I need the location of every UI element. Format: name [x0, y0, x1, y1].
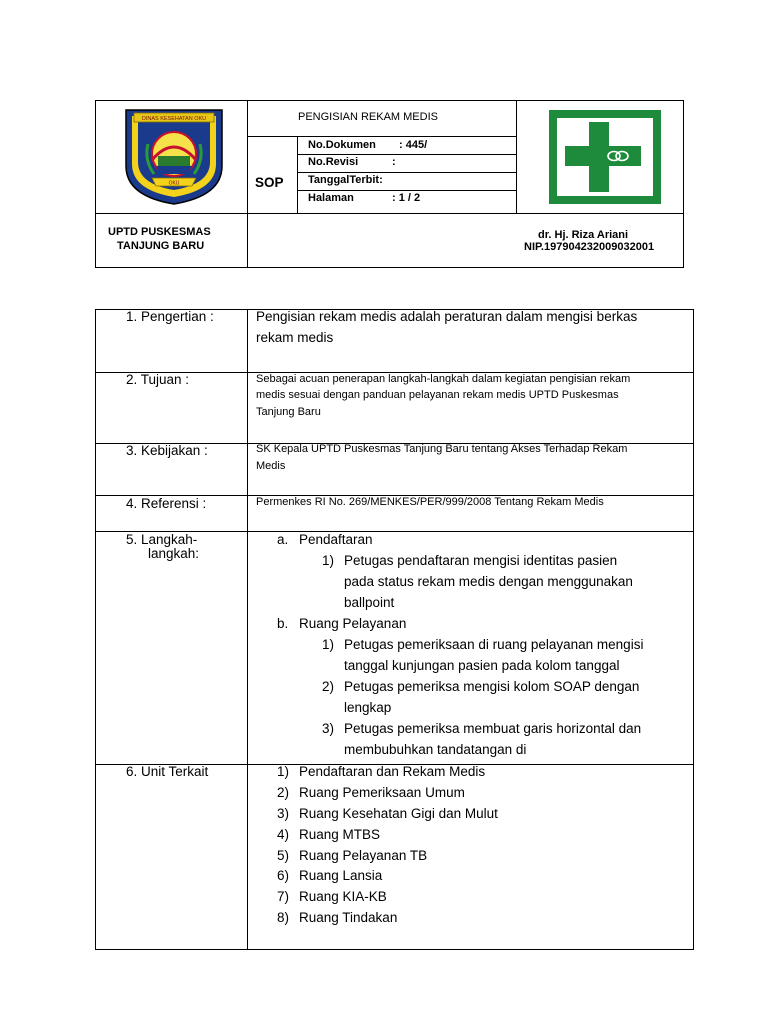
unit-item-marker: 3)	[277, 806, 290, 821]
unit-item: Ruang Pemeriksaan Umum	[299, 785, 465, 800]
signer-nip: NIP.197904232009032001	[524, 241, 655, 253]
unit-item: Ruang Kesehatan Gigi dan Mulut	[299, 806, 498, 821]
list-marker-b1: 1)	[322, 637, 335, 652]
unit-item: Ruang KIA-KB	[299, 889, 387, 904]
halaman-value: : 1 / 2	[392, 192, 421, 204]
langkah-b-title: Ruang Pelayanan	[299, 616, 407, 631]
tanggal-terbit-label: TanggalTerbit:	[308, 174, 383, 186]
pengertian-text-line1: Pengisian rekam medis adalah peraturan dalam mengisi berkas	[256, 309, 638, 324]
section-label-kebijakan: 3. Kebijakan :	[126, 443, 208, 458]
section-label-referensi: 4. Referensi :	[126, 496, 207, 511]
puskesmas-logo-icon	[547, 108, 663, 206]
section-label-langkah: 5. Langkah-	[126, 532, 198, 547]
tujuan-text-line1: Sebagai acuan penerapan langkah-langkah dalam kegiatan pengisian rekam	[256, 373, 631, 385]
unit-item-marker: 2)	[277, 785, 290, 800]
langkah-b1-line2: tanggal kunjungan pasien pada kolom tanggal	[344, 658, 620, 673]
emblem-ribbon-text: OKU	[168, 180, 180, 187]
langkah-b2-line1: Petugas pemeriksa mengisi kolom SOAP dengan	[344, 679, 640, 694]
unit-item: Ruang Pelayanan TB	[299, 848, 428, 863]
list-marker-a1: 1)	[322, 553, 335, 568]
pengertian-text-line2: rekam medis	[256, 330, 334, 345]
section-label-pengertian: 1. Pengertian :	[126, 309, 214, 324]
unit-item-marker: 7)	[277, 889, 290, 904]
unit-item-marker: 5)	[277, 848, 290, 863]
no-dokumen-label: No.Dokumen	[308, 139, 376, 151]
kebijakan-text-line1: SK Kepala UPTD Puskesmas Tanjung Baru tentang Akses Terhadap Rekam	[256, 443, 628, 455]
langkah-b3-line1: Petugas pemeriksa membuat garis horizontal dan	[344, 721, 642, 736]
section-label-tujuan: 2. Tujuan :	[126, 372, 190, 387]
no-revisi-value: :	[392, 156, 396, 168]
regional-emblem-icon	[118, 104, 230, 208]
emblem-banner-text: DINAS KESEHATAN OKU	[141, 116, 207, 122]
org-name-line1: UPTD PUSKESMAS	[108, 226, 211, 238]
unit-item: Ruang Lansia	[299, 868, 383, 883]
tujuan-text-line3: Tanjung Baru	[256, 406, 321, 418]
no-dokumen-value: : 445/	[399, 139, 428, 151]
unit-item-marker: 1)	[277, 764, 290, 779]
document-title: PENGISIAN REKAM MEDIS	[298, 111, 438, 123]
langkah-a1-line3: ballpoint	[344, 595, 395, 610]
kebijakan-text-line2: Medis	[256, 460, 286, 472]
unit-item-marker: 4)	[277, 827, 290, 842]
unit-item-marker: 6)	[277, 868, 290, 883]
list-marker-b2: 2)	[322, 679, 335, 694]
unit-item: Ruang MTBS	[299, 827, 381, 842]
langkah-b3-line2: membubuhkan tandatangan di	[344, 742, 527, 757]
sop-label: SOP	[255, 175, 284, 190]
list-marker-b3: 3)	[322, 721, 335, 736]
langkah-a1-line1: Petugas pendaftaran mengisi identitas pasien	[344, 553, 618, 568]
unit-item-marker: 8)	[277, 910, 290, 925]
no-revisi-label: No.Revisi	[308, 156, 359, 168]
section-label-unit-terkait: 6. Unit Terkait	[126, 764, 209, 779]
unit-item: Pendaftaran dan Rekam Medis	[299, 764, 486, 779]
signer-name: dr. Hj. Riza Ariani	[538, 229, 629, 241]
section-label-langkah-cont: langkah:	[148, 546, 200, 561]
langkah-a-title: Pendaftaran	[299, 532, 373, 547]
halaman-label: Halaman	[308, 192, 354, 204]
org-name-line2: TANJUNG BARU	[117, 240, 205, 252]
list-marker-a: a.	[277, 532, 289, 547]
list-marker-b: b.	[277, 616, 289, 631]
langkah-b1-line1: Petugas pemeriksaan di ruang pelayanan mengisi	[344, 637, 644, 652]
referensi-text-line1: Permenkes RI No. 269/MENKES/PER/999/2008 Tentang Rekam Medis	[256, 496, 604, 508]
langkah-a1-line2: pada status rekam medis dengan menggunakan	[344, 574, 633, 589]
unit-item: Ruang Tindakan	[299, 910, 398, 925]
tujuan-text-line2: medis sesuai dengan panduan pelayanan rekam medis UPTD Puskesmas	[256, 389, 619, 401]
langkah-b2-line2: lengkap	[344, 700, 392, 715]
